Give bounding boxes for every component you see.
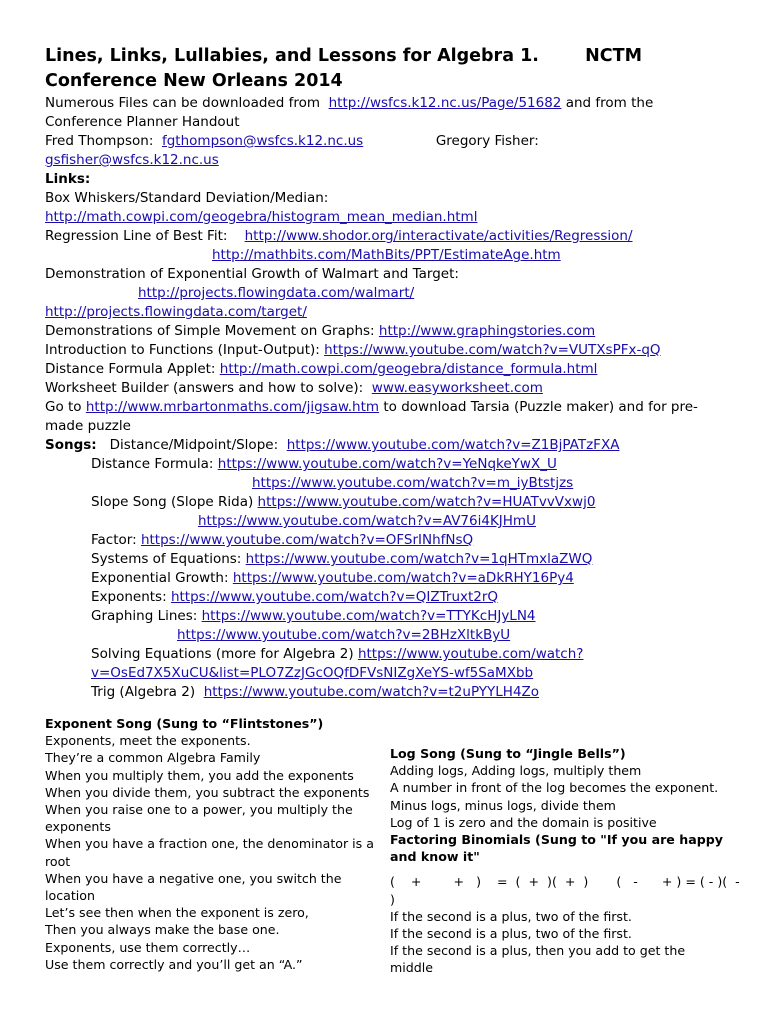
songs-line-8: Solving Equations (more for Algebra 2) https://www.youtube.com/watch? [91,646,584,662]
contacts-line: Fred Thompson: fgthompson@wsfcs.k12.nc.us Gregory Fisher: [45,133,539,149]
fred-email-link[interactable]: fgthompson@wsfcs.k12.nc.us [161,133,364,149]
songs-line-5: Exponential Growth: https://www.youtube.com/watch?v=aDkRHY16Py4 [91,570,574,586]
regression-line: Regression Line of Best Fit: http://www.shodor.org/interactivate/activities/Regression/ [45,228,633,244]
document-title: Lines, Links, Lullabies, and Lessons for Algebra 1. [45,46,539,66]
lyric-line: Let’s see then when the exponent is zero, [45,905,309,921]
worksheet-link[interactable]: www.easyworksheet.com [371,380,543,396]
lyric-line: Log of 1 is zero and the domain is positive [390,814,657,830]
lyric-line: When you have a fraction one, the denominator is a [45,836,374,852]
log-and-factoring-songs [390,745,740,977]
song-link-distance-formula-2[interactable]: https://www.youtube.com/watch?v=m_iyBtstjzs [252,475,574,491]
functions-link[interactable]: https://www.youtube.com/watch?v=VUTXsPFx-qQ [324,342,661,358]
songs-heading: Songs: [45,437,97,453]
exponent-song [45,715,378,973]
tarsia-line: Go to http://www.mrbartonmaths.com/jigsaw.htm to download Tarsia (Puzzle maker) and for pre- [45,399,698,415]
estimate-age-link[interactable]: http://mathbits.com/MathBits/PPT/EstimateAge.htm [212,247,561,263]
lyric-line: Adding logs, Adding logs, multiply them [390,763,642,779]
exponent-song-title: Exponent Song (Sung to “Flintstones”) [45,716,324,731]
lyric-line: They’re a common Algebra Family [45,750,261,766]
songs-line-6: Exponents: https://www.youtube.com/watch?v=QIZTruxt2rQ [91,589,499,605]
document-subtitle: Conference New Orleans 2014 [45,71,343,91]
lyric-line: location [45,888,95,904]
files-link[interactable]: http://wsfcs.k12.nc.us/Page/51682 [328,95,562,111]
lyric-line: If the second is a plus, then you add to get the [390,943,686,959]
walmart-label: Demonstration of Exponential Growth of Walmart and Target: [45,266,459,282]
target-link[interactable]: http://projects.flowingdata.com/target/ [45,304,307,320]
handout-line: Conference Planner Handout [45,114,240,130]
lyric-line: When you multiply them, you add the exponents [45,767,354,783]
lyric-line: Then you always make the base one. [45,922,280,938]
lyric-line: exponents [45,819,111,835]
log-song-title: Log Song (Sung to “Jingle Bells”) [390,746,626,761]
song-link-exponential-growth[interactable]: https://www.youtube.com/watch?v=aDkRHY16Py4 [232,570,574,586]
lyric-line: Exponents, use them correctly… [45,939,251,955]
tarsia-link[interactable]: http://www.mrbartonmaths.com/jigsaw.htm [85,399,380,415]
song-link-exponents[interactable]: https://www.youtube.com/watch?v=QIZTruxt2rQ [170,589,499,605]
lyric-line: root [45,853,71,869]
lyric-line: When you raise one to a power, you multiply the [45,802,353,818]
document-page [45,44,735,702]
songs-line-3: Factor: https://www.youtube.com/watch?v=OFSrINhfNsQ [91,532,474,548]
links-heading: Links: [45,171,91,187]
lyric-line: A number in front of the log becomes the exponent. [390,780,719,796]
songs-line-7: Graphing Lines: https://www.youtube.com/watch?v=TTYKcHJyLN4 [91,608,536,624]
factoring-formula-2: ) [390,891,395,907]
lyric-line: Use them correctly and you’ll get an “A.” [45,956,303,972]
greg-email-link[interactable]: gsfisher@wsfcs.k12.nc.us [45,152,219,168]
song-link-graphing-lines-2[interactable]: https://www.youtube.com/watch?v=2BHzXltkByU [177,627,511,643]
songs-line-0: Songs: Distance/Midpoint/Slope: https://www.youtube.com/watch?v=Z1BjPATzFXA [45,437,620,453]
files-line: Numerous Files can be downloaded from http://wsfcs.k12.nc.us/Page/51682 and from the [45,95,654,111]
song-link-slope-2[interactable]: https://www.youtube.com/watch?v=AV76i4KJHmU [198,513,536,529]
lyric-line: middle [390,960,434,976]
factoring-formula: ( + + ) = ( + )( + ) ( - + ) = ( - )( - [390,874,740,890]
functions-line: Introduction to Functions (Input-Output): https://www.youtube.com/watch?v=VUTXsPFx-qQ [45,342,661,358]
lyric-line: Minus logs, minus logs, divide them [390,797,616,813]
lyric-line: If the second is a plus, two of the first. [390,908,632,924]
factoring-song-title: Factoring Binomials (Sung to "If you are happy [390,832,723,848]
tarsia-line-2: made puzzle [45,418,131,434]
lyric-line: When you divide them, you subtract the exponents [45,784,370,800]
songs-line-2: Slope Song (Slope Rida) https://www.youtube.com/watch?v=HUATvvVxwj0 [91,494,596,510]
lyric-line: Exponents, meet the exponents. [45,733,251,749]
conference-label: NCTM [585,46,642,66]
song-link-trig[interactable]: https://www.youtube.com/watch?v=t2uPYYLH4Zo [203,684,540,700]
box-whiskers-label: Box Whiskers/Standard Deviation/Median: [45,190,329,206]
song-link-distance-formula[interactable]: https://www.youtube.com/watch?v=YeNqkeYwX_U [217,456,557,472]
regression-link[interactable]: http://www.shodor.org/interactivate/activities/Regression/ [244,228,633,244]
lyric-line: If the second is a plus, two of the first. [390,926,632,942]
lyric-line: When you have a negative one, you switch the [45,870,342,886]
box-whiskers-link[interactable]: http://math.cowpi.com/geogebra/histogram_mean_median.html [45,209,478,225]
factoring-song-title-2: and know it" [390,849,480,865]
songs-line-9: Trig (Algebra 2) https://www.youtube.com/watch?v=t2uPYYLH4Zo [91,684,540,700]
walmart-link[interactable]: http://projects.flowingdata.com/walmart/ [138,285,415,301]
movement-line: Demonstrations of Simple Movement on Graphs: http://www.graphingstories.com [45,323,596,339]
songs-line-4: Systems of Equations: https://www.youtube.com/watch?v=1qHTmxlaZWQ [91,551,593,567]
songs-line-1: Distance Formula: https://www.youtube.com/watch?v=YeNqkeYwX_U [91,456,557,472]
distance-applet-link[interactable]: http://math.cowpi.com/geogebra/distance_formula.html [219,361,598,377]
song-link-distance-midpoint-slope[interactable]: https://www.youtube.com/watch?v=Z1BjPATzFXA [286,437,620,453]
distance-applet-line: Distance Formula Applet: http://math.cowpi.com/geogebra/distance_formula.html [45,361,598,377]
greg-label: Gregory Fisher: [435,133,539,149]
song-link-systems[interactable]: https://www.youtube.com/watch?v=1qHTmxlaZWQ [245,551,593,567]
movement-link[interactable]: http://www.graphingstories.com [378,323,596,339]
title-row [45,44,735,69]
worksheet-line: Worksheet Builder (answers and how to solve): www.easyworksheet.com [45,380,543,396]
song-link-graphing-lines[interactable]: https://www.youtube.com/watch?v=TTYKcHJyLN4 [201,608,536,624]
song-link-factor[interactable]: https://www.youtube.com/watch?v=OFSrINhfNsQ [140,532,474,548]
song-link-slope[interactable]: https://www.youtube.com/watch?v=HUATvvVxwj0 [257,494,596,510]
song-link-solving-equations[interactable]: https://www.youtube.com/watch? [357,646,584,662]
song-link-solving-equations-2[interactable]: v=OsEd7X5XuCU&list=PLO7ZzJGcOQfDFVsNIZgXeYS-wf5SaMXbb [91,665,534,681]
